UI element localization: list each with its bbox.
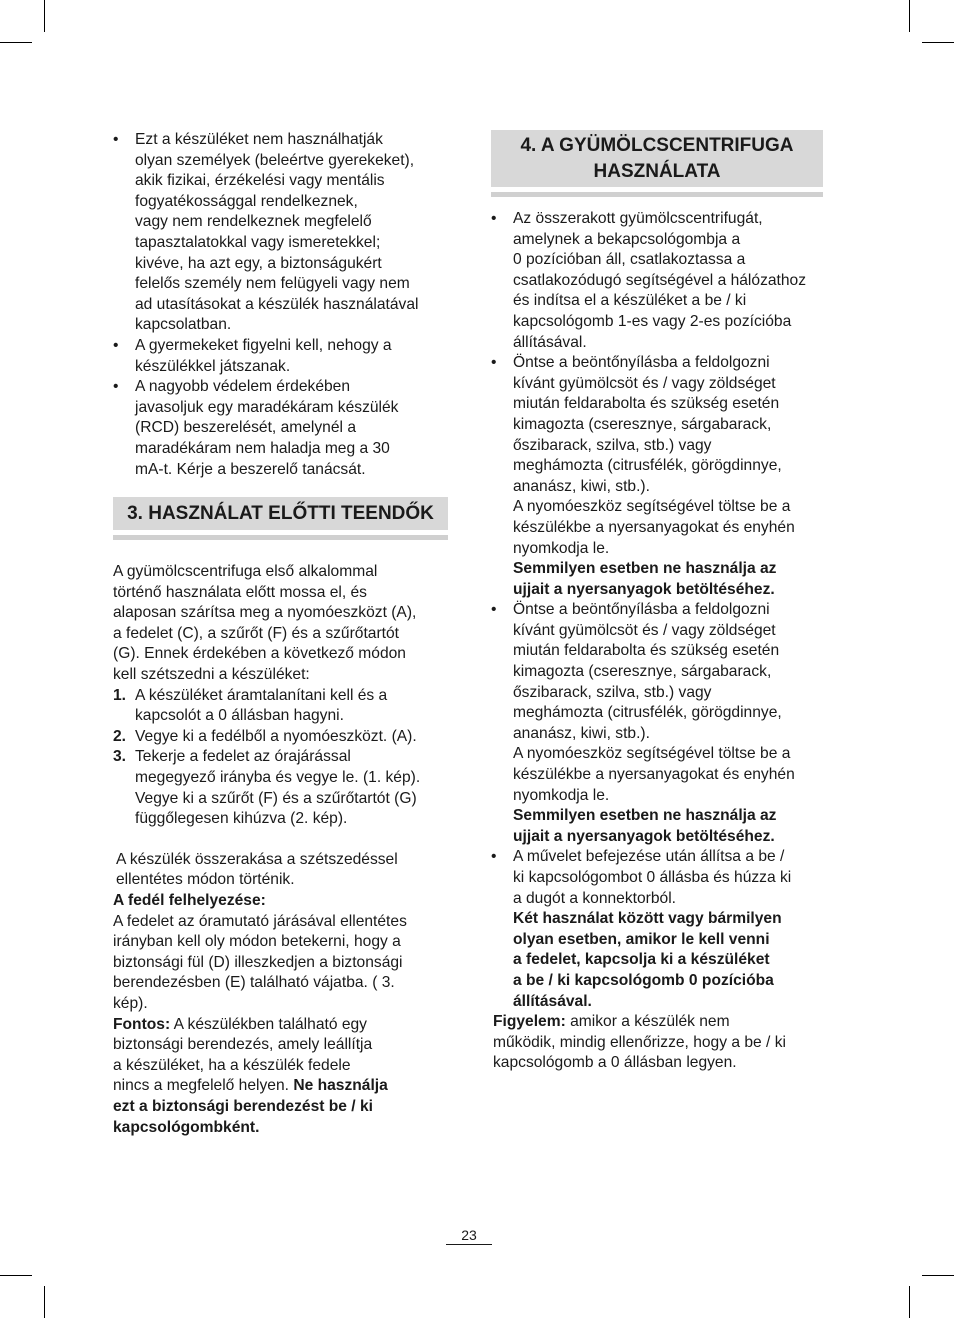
list-item: • Öntse a beöntőnyílásba a feldolgozni kívánt gyümölcsöt és / vagy zöldséget miután feldarabolta és szükség esetén kimagozta (cseresznye, sárgabarack, őszibarack, szilva, stb.) vagy meghámozta (citrusfélék, görögdinnye, ananász, kiwi, stb.). A nyomóeszköz segítségével töltse be a készülékbe a nyersanyagokat és enyhén nyomkodja le. Semmilyen esetben ne használja az ujjait a nyersanyagok betöltéséhez.: [491, 353, 823, 600]
crop-mark: [909, 0, 910, 32]
step-item: 2. Vegye ki a fedélből a nyomóeszközt. (A).: [113, 727, 417, 745]
step-item: 3. Tekerje a fedelet az órajárással megegyező irányba és vegye le. (1. kép). Vegye ki a szűrőt (F) és a szűrőtartót (G) függőlegesen kihúzva (2. kép).: [113, 748, 421, 828]
crop-mark: [0, 42, 32, 43]
list-item: • Ezt a készüléket nem használhatják olyan személyek (beleértve gyerekeket), akik fizikai, érzékelési vagy mentális fogyatékossággal rendelkeznek, vagy nem rendelkeznek megfelelő tapasztalatokkal vagy ismeretekkel; kivéve, ha azt egy, a biztonságukért felelős személy nem felügyeli vagy nem ad utasításokat a készülék használatával kapcsolatban.: [113, 130, 448, 336]
list-item: • Az összerakott gyümölcscentrifugát, amelynek a bekapcsológombja a 0 pozícióban áll, csatlakoztassa a csatlakozódugó segítségével a hálózathoz és indítsa el a készüléket a be / ki kapcsológomb 1-es vagy 2-es pozícióba állításával.: [491, 209, 823, 353]
crop-mark: [922, 42, 954, 43]
section-heading: 4. A GYÜMÖLCSCENTRIFUGA HASZNÁLATA: [491, 130, 823, 187]
list-item: • A gyermekeket figyelni kell, nehogy a készülékkel játszanak.: [113, 336, 448, 377]
crop-mark: [0, 1275, 32, 1276]
crop-mark: [922, 1275, 954, 1276]
crop-mark: [44, 1286, 45, 1318]
attention-paragraph: Figyelem: amikor a készülék nem működik, mindig ellenőrizze, hogy a be / ki kapcsológomb a 0 állásban legyen.: [493, 1013, 786, 1072]
assembly-paragraph: A készülék összerakása a szétszedéssel ellentétes módon történik.: [116, 850, 398, 889]
page-number: 23: [446, 1227, 492, 1245]
list-item: • A művelet befejezése után állítsa a be / ki kapcsológombot 0 állásba és húzza ki a dugót a konnektorból. Két használat között vagy bármilyen olyan esetben, amikor le kell venni a fedelet, kapcsolja ki a készüléket a be / ki kapcsológomb 0 pozícióba állításával.: [491, 847, 823, 1012]
section-heading: 3. HASZNÁLAT ELŐTTI TEENDŐK: [113, 497, 448, 530]
lid-paragraph: A fedelet az óramutató járásával ellentétes irányban kell oly módon betekerni, hogy a biztonsági fül (D) illeszkedjen a biztonsági berendezésben (E) található vájatba. ( 3. kép).: [113, 912, 407, 1012]
important-paragraph: Fontos: A készülékben található egy biztonsági berendezés, amely leállítja a készüléket, ha a készülék fedele nincs a megfelelő helyen. Ne használja ezt a biztonsági berendezést be / ki kapcsológombként.: [113, 1015, 388, 1136]
left-column: [113, 130, 448, 1138]
crop-mark: [44, 0, 45, 32]
intro-paragraph: A gyümölcscentrifuga első alkalommal történő használata előtt mossa el, és alaposan szárítsa meg a nyomóeszközt (A), a fedelet (C), a szűrőt (F) és a szűrőtartót (G). Ennek érdekében a következő módon kell szétszedni a készüléket:: [113, 563, 417, 684]
step-item: 1. A készüléket áramtalanítani kell és a kapcsolót a 0 állásban hagyni.: [113, 686, 388, 725]
lid-heading: A fedél felhelyezése:: [113, 892, 266, 909]
right-column: [491, 130, 823, 1074]
list-item: • A nagyobb védelem érdekében javasoljuk egy maradékáram készülék (RCD) beszerelését, amelynél a maradékáram nem haladja meg a 30 mA-t. Kérje a beszerelő tanácsát.: [113, 377, 448, 480]
crop-mark: [909, 1286, 910, 1318]
list-item: • Öntse a beöntőnyílásba a feldolgozni kívánt gyümölcsöt és / vagy zöldséget miután feldarabolta és szükség esetén kimagozta (cseresznye, sárgabarack, őszibarack, szilva, stb.) vagy meghámozta (citrusfélék, görögdinnye, ananász, kiwi, stb.). A nyomóeszköz segítségével töltse be a készülékbe a nyersanyagokat és enyhén nyomkodja le. Semmilyen esetben ne használja az ujjait a nyersanyagok betöltéséhez.: [491, 600, 823, 847]
